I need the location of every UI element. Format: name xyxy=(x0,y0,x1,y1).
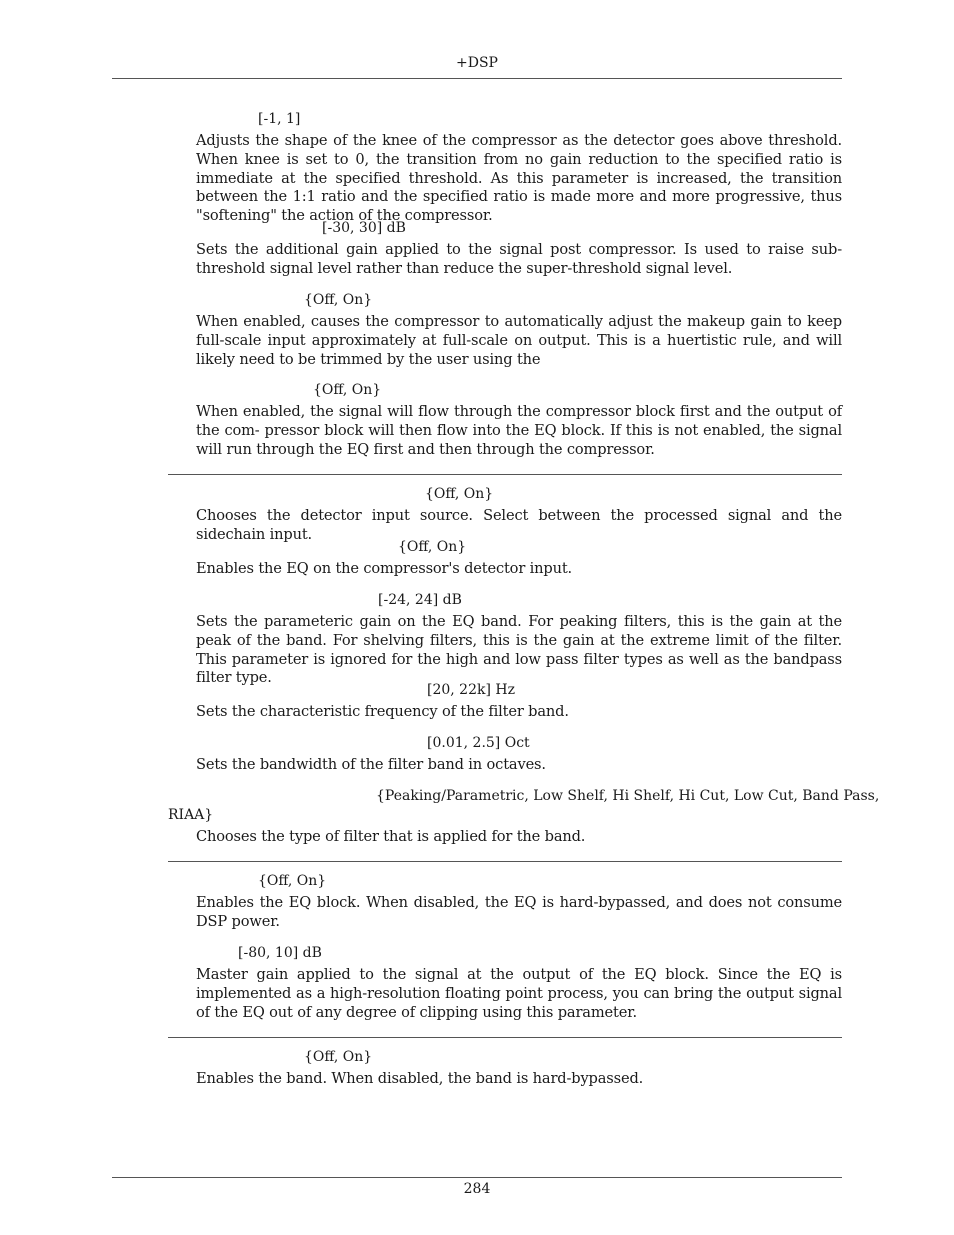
running-header: +DSP xyxy=(456,55,498,71)
param-range: [20, 22k] Hz xyxy=(427,682,515,698)
param-range: [-80, 10] dB xyxy=(238,945,322,961)
param-range-continued: RIAA} xyxy=(168,807,214,823)
param-range: {Off, On} xyxy=(304,1049,373,1065)
param-range: {Off, On} xyxy=(398,539,467,555)
param-description: Adjusts the shape of the knee of the compressor as the detector goes above threshold. When knee is set to 0, the transition from no gain reduction to the specified ratio is immediate at the specified threshold. As this parameter is increased, the transition between the 1:1 ratio and the specified ratio is made more and more progressive, thus "softening" the action of the compressor. xyxy=(196,132,842,225)
param-range: {Off, On} xyxy=(258,873,327,889)
section-divider xyxy=(168,1037,842,1038)
param-range: {Off, On} xyxy=(425,486,494,502)
section-divider xyxy=(168,474,842,475)
param-description: Master gain applied to the signal at the output of the EQ block. Since the EQ is implemented as a high-resolution floating point process, you can bring the output signal of the EQ out of any degree of clipping using this parameter. xyxy=(196,966,842,1021)
page-number: 284 xyxy=(463,1181,491,1197)
param-range: {Off, On} xyxy=(304,292,373,308)
param-description: Chooses the type of filter that is applied for the band. xyxy=(196,828,586,845)
param-description: Enables the EQ on the compressor's detector input. xyxy=(196,560,573,577)
header-rule xyxy=(112,78,842,79)
param-description: Enables the band. When disabled, the band is hard-bypassed. xyxy=(196,1070,644,1087)
footer-rule xyxy=(112,1177,842,1178)
param-range: {Off, On} xyxy=(313,382,382,398)
param-description: When enabled, causes the compressor to automatically adjust the makeup gain to keep full-scale input approximately at full-scale on output. This is a huertistic rule, and will likely need to be trimmed by the user using the xyxy=(196,313,842,368)
param-description: Sets the additional gain applied to the signal post compressor. Is used to raise sub-threshold signal level rather than reduce the super-threshold signal level. xyxy=(196,241,842,277)
param-description: Enables the EQ block. When disabled, the EQ is hard-bypassed, and does not consume DSP power. xyxy=(196,894,842,930)
param-range: [-1, 1] xyxy=(258,111,301,127)
param-description: Chooses the detector input source. Select between the processed signal and the sidechain input. xyxy=(196,507,842,543)
section-divider xyxy=(168,861,842,862)
param-range: [-30, 30] dB xyxy=(322,220,406,236)
param-range: [0.01, 2.5] Oct xyxy=(427,735,530,751)
param-description: Sets the parameteric gain on the EQ band. For peaking filters, this is the gain at the peak of the band. For shelving filters, this is the gain at the extreme limit of the filter. This parameter is ignored for the high and low pass filter types as well as the bandpass filter type. xyxy=(196,613,842,687)
param-range: {Peaking/Parametric, Low Shelf, Hi Shelf, Hi Cut, Low Cut, Band Pass, xyxy=(376,788,880,804)
param-description: Sets the characteristic frequency of the filter band. xyxy=(196,703,569,720)
param-range: [-24, 24] dB xyxy=(378,592,462,608)
param-description: Sets the bandwidth of the filter band in octaves. xyxy=(196,756,546,773)
param-description: When enabled, the signal will flow through the compressor block first and the output of the com- pressor block will then flow into the EQ block. If this is not enabled, the signal will run through the EQ first and then through the compressor. xyxy=(196,403,842,458)
